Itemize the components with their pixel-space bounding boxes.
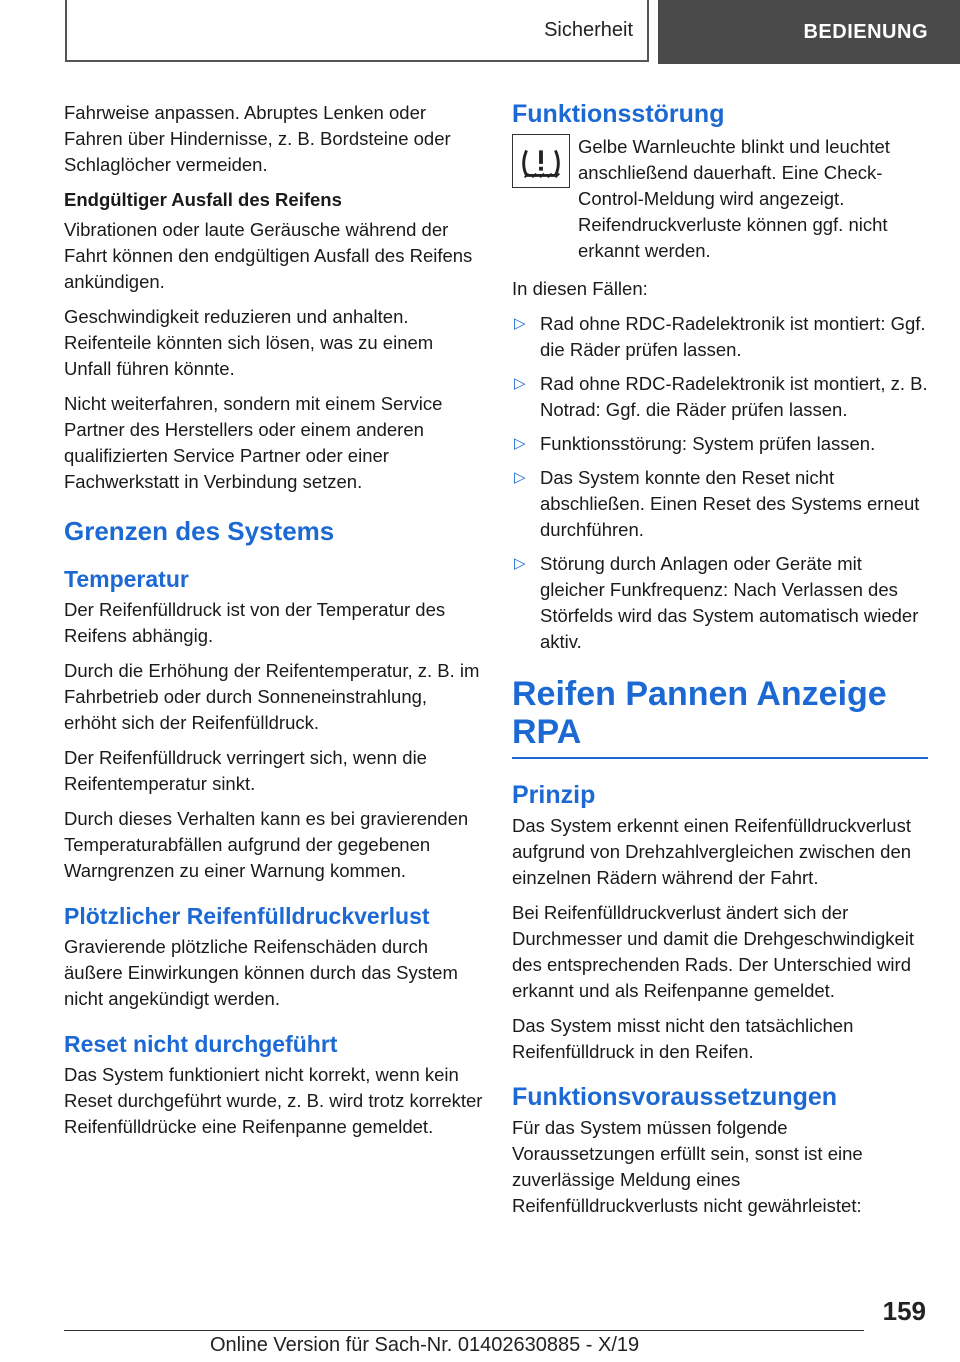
footer-text: Online Version für Sach-Nr. 01402630885 - X/19 — [210, 1334, 640, 1356]
left-column — [64, 100, 484, 1149]
paragraph: Gravierende plötzliche Reifenschäden durch äußere Einwirkungen können durch das System nicht angekündigt werden. — [64, 936, 458, 1009]
subheading: Endgültiger Ausfall des Reifens — [64, 189, 342, 210]
paragraph: Der Reifenfülldruck verringert sich, wenn die Reifentemperatur sinkt. — [64, 747, 427, 794]
list-item: ▷ Störung durch Anlagen oder Geräte mit gleicher Funkfrequenz: Nach Verlassen des Störfelds wird das System automatisch wieder aktiv. — [514, 553, 919, 652]
heading-rpa: Reifen Pannen Anzeige RPA — [512, 675, 928, 759]
paragraph: Das System misst nicht den tatsächlichen Reifenfülldruck in den Reifen. — [512, 1015, 854, 1062]
paragraph: Für das System müssen folgende Voraussetzungen erfüllt sein, sonst ist eine zuverlässige Meldung eines Reifenfülldruckverlusts nicht gewährleistet: — [512, 1117, 863, 1216]
heading-grenzen: Grenzen des Systems — [64, 516, 335, 546]
tire-pressure-warning-icon — [512, 134, 570, 188]
warning-box — [512, 134, 928, 264]
paragraph: Der Reifenfülldruck ist von der Temperatur des Reifens abhängig. — [64, 599, 446, 646]
list-item: ▷ Rad ohne RDC-Radelektronik ist montiert, z. B. Notrad: Ggf. die Räder prüfen lassen. — [514, 373, 928, 420]
bullet-triangle-icon: ▷ — [514, 375, 526, 392]
paragraph: Bei Reifenfülldruckverlust ändert sich der Durchmesser und damit die Drehgeschwindigkeit des entsprechenden Rads. Der Unterschied wird erkannt und als Reifenpanne gemeldet. — [512, 902, 915, 1001]
bullet-triangle-icon: ▷ — [514, 435, 526, 452]
page-number: 159 — [882, 1296, 926, 1326]
footer-divider — [64, 1330, 864, 1331]
right-column — [512, 100, 928, 1228]
header-chapter: BEDIENUNG — [658, 0, 960, 64]
heading-reset: Reset nicht durchgeführt — [64, 1031, 338, 1057]
header-section: Sicherheit — [544, 18, 633, 41]
heading-ploetzlich: Plötzlicher Reifenfülldruckverlust — [64, 903, 430, 929]
paragraph: Das System funktioniert nicht korrekt, wenn kein Reset durchgeführt wurde, z. B. wird trotz korrekter Reifenfülldrücke eine Reifenpanne gemeldet. — [64, 1064, 483, 1137]
bullet-triangle-icon: ▷ — [514, 315, 526, 332]
paragraph: In diesen Fällen: — [512, 278, 648, 299]
warning-text: Gelbe Warnleuchte blinkt und leuchtet anschließend dauerhaft. Eine Check-Control-Meldung wird angezeigt. Reifendruckverluste können ggf. nicht erkannt werden. — [578, 136, 890, 261]
paragraph: Durch dieses Verhalten kann es bei gravierenden Temperaturabfällen aufgrund der gegebenen Warngrenzen zu einer Warnung kommen. — [64, 808, 469, 881]
paragraph: Durch die Erhöhung der Reifentemperatur, z. B. im Fahrbetrieb oder durch Sonneneinstrahlung, erhöht sich der Reifenfülldruck. — [64, 660, 480, 733]
list-item: ▷ Funktionsstörung: System prüfen lassen. — [512, 431, 928, 457]
heading-prinzip: Prinzip — [512, 781, 596, 809]
paragraph: Das System erkennt einen Reifenfülldruckverlust aufgrund von Drehzahlvergleichen zwischen den einzelnen Rädern während der Fahrt. — [512, 815, 912, 888]
paragraph: Geschwindigkeit reduzieren und anhalten. Reifenteile könnten sich lösen, was zu einem Unfall führen könnte. — [64, 306, 434, 379]
list-item: ▷ Rad ohne RDC-Radelektronik ist montiert: Ggf. die Räder prüfen lassen. — [514, 313, 926, 360]
heading-stoerung: Funktionsstörung — [512, 100, 725, 128]
paragraph: Fahrweise anpassen. Abruptes Lenken oder Fahren über Hindernisse, z. B. Bordsteine oder Schlaglöcher vermeiden. — [64, 102, 451, 175]
paragraph: Vibrationen oder laute Geräusche während der Fahrt können den endgültigen Ausfall des Reifens ankündigen. — [64, 219, 473, 292]
bullet-triangle-icon: ▷ — [514, 469, 526, 486]
heading-voraussetzungen: Funktionsvoraussetzungen — [512, 1083, 838, 1111]
paragraph: Nicht weiterfahren, sondern mit einem Service Partner des Herstellers oder einem anderen qualifizierten Service Partner oder einer Fachwerkstatt in Verbindung setzen. — [64, 393, 443, 492]
list-item: ▷ Das System konnte den Reset nicht abschließen. Einen Reset des Systems erneut durchführen. — [514, 467, 920, 540]
bullet-triangle-icon: ▷ — [514, 555, 526, 572]
header-frame — [65, 0, 649, 62]
heading-temperatur: Temperatur — [64, 566, 189, 592]
bullet-list — [512, 311, 928, 655]
